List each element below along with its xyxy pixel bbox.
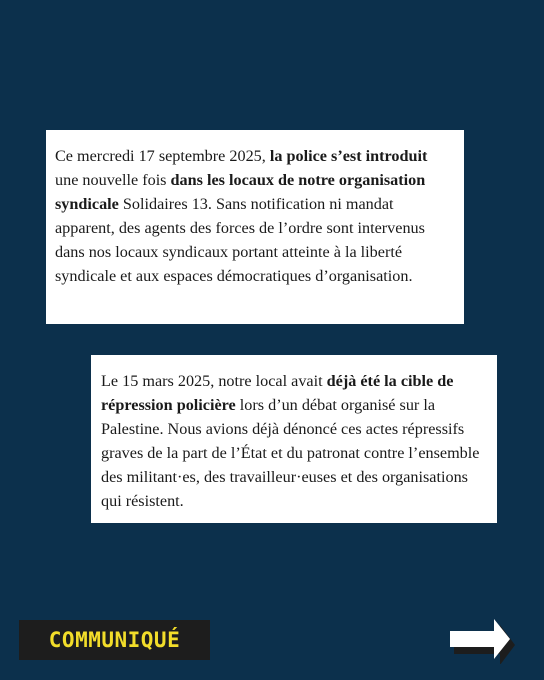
statement-highlight: déjà été la cible de répression policière [101,372,454,414]
statement-text: Solidaires 13. Sans notification ni mandat apparent, des agents des forces de l’ordre sont intervenus dans nos locaux syndicaux portant atteinte à la liberté syndicale et aux espaces démocratiques d’organisation. [55,195,425,285]
statement-paragraph-2 [101,369,489,513]
next-slide-button[interactable] [446,612,522,664]
statement-card-police-intrusion [46,130,464,324]
statement-highlight: la police s’est introduit [269,147,428,165]
communique-label: COMMUNIQUÉ [48,628,181,652]
statement-text: une nouvelle fois [55,171,171,189]
statement-paragraph-1 [55,144,454,288]
communique-badge [19,620,210,660]
statement-text: Ce mercredi 17 septembre 2025, [55,147,270,165]
arrow-right-icon [446,612,522,664]
statement-text: lors d’un débat organisé sur la Palestine. Nous avions déjà dénoncé ces actes répressifs graves de la part de l’État et du patronat contre l’ensemble des militant·es, des travailleur·euses et des organisations qui résistent. [101,396,480,510]
statement-card-previous-repression [91,355,497,523]
statement-highlight: dans les locaux de notre organisation syndicale [55,171,426,213]
statement-text: Le 15 mars 2025, notre local avait [101,372,327,390]
